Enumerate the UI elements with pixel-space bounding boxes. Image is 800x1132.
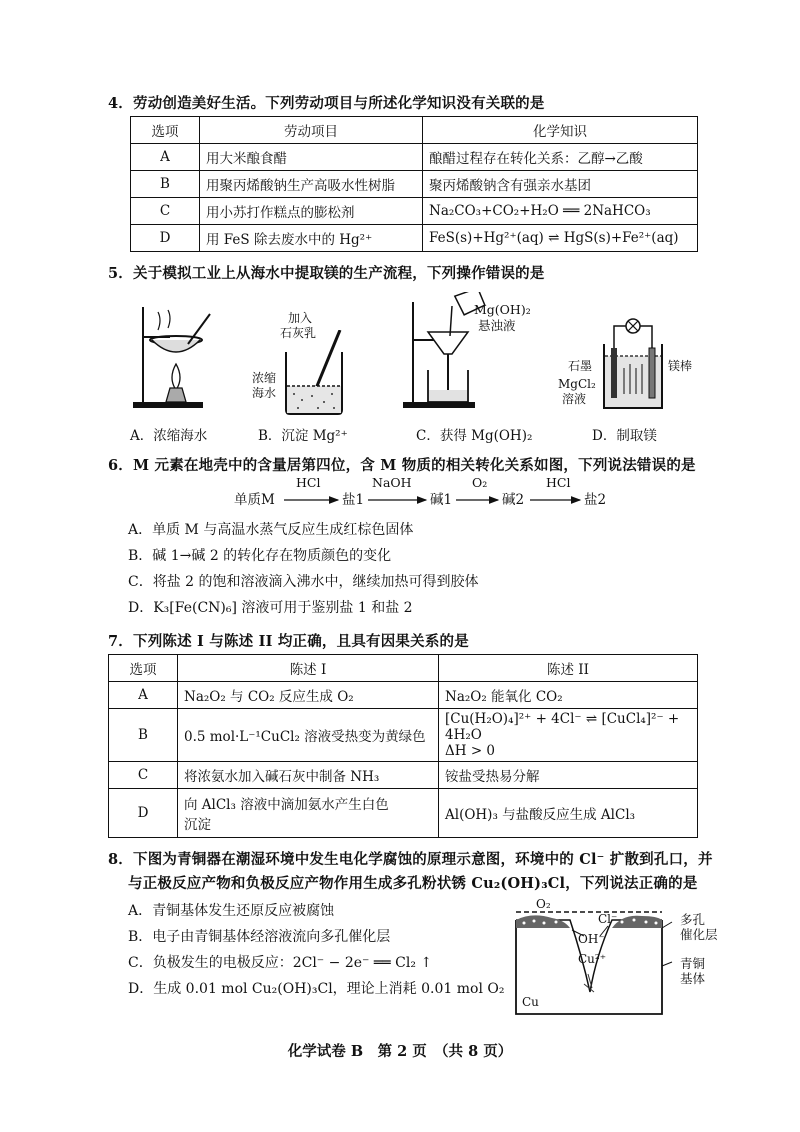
- label-cu2-ion: Cu²⁺: [578, 952, 607, 966]
- row-option: C: [109, 762, 178, 789]
- table-header-row: [109, 655, 698, 682]
- label-cu: Cu: [522, 995, 539, 1009]
- label-lime-milk: 石灰乳: [280, 326, 317, 340]
- row-option: A: [109, 682, 178, 709]
- chain-element-m: 单质M: [234, 492, 275, 508]
- row-statement2-cell: [439, 709, 698, 762]
- chain-salt2: 盐2: [584, 492, 607, 508]
- reagent-naoh: NaOH: [372, 475, 412, 490]
- row-statement1-line2: 沉淀: [184, 817, 211, 833]
- row-statement2: 铵盐受热易分解: [439, 762, 698, 789]
- q6-option-d: D．K₃[Fe(CN)₆] 溶液可用于鉴别盐 1 和盐 2: [128, 600, 413, 616]
- q6-option-c: C．将盐 2 的饱和溶液滴入沸水中，继续加热可得到胶体: [128, 574, 479, 590]
- chain-arrows: [234, 476, 624, 516]
- q4-stem: 4．劳动创造美好生活。下列劳动项目与所述化学知识没有关联的是: [108, 95, 545, 112]
- row-knowledge: Na₂CO₃+CO₂+H₂O ══ 2NaHCO₃: [423, 198, 698, 225]
- q4-table: [130, 116, 698, 252]
- table-row: [131, 171, 698, 198]
- label-substrate: 基体: [680, 971, 706, 986]
- row-option: C: [131, 198, 200, 225]
- label-add: 加入: [288, 311, 313, 325]
- reagent-o2: O₂: [472, 475, 488, 490]
- header-knowledge: 化学知识: [423, 117, 698, 144]
- row-option: D: [109, 789, 178, 838]
- caption-a: A．浓缩海水: [130, 428, 208, 444]
- q6-option-a: A．单质 M 与高温水蒸气反应生成红棕色固体: [128, 522, 414, 538]
- header-option: 选项: [109, 655, 178, 682]
- label-catalyst-layer: 催化层: [680, 927, 718, 942]
- row-statement1: 向 AlCl₃ 溶液中滴加氨水产生白色: [184, 797, 389, 813]
- row-option: B: [109, 709, 178, 762]
- label-bronze: 青铜: [680, 956, 706, 971]
- reagent-hcl-2: HCl: [546, 475, 571, 490]
- q6-stem: 6．M 元素在地壳中的含量居第四位，含 M 物质的相关转化关系如图，下列说法错误的是: [108, 457, 696, 474]
- q8-stem-line1: 8．下图为青铜器在潮湿环境中发生电化学腐蚀的原理示意图，环境中的 Cl⁻ 扩散到孔口，并: [108, 851, 713, 868]
- row-option: B: [131, 171, 200, 198]
- table-row: [109, 682, 698, 709]
- q8-stem-line2: 与正极反应产物和负极反应产物作用生成多孔粉状锈 Cu₂(OH)₃Cl，下列说法正确的是: [128, 875, 698, 892]
- row-statement2: [Cu(H₂O)₄]²⁺ + 4Cl⁻ ⇌ [CuCl₄]²⁻ + 4H₂O: [445, 711, 680, 743]
- label-concentrated: 浓缩: [252, 371, 277, 385]
- table-row: [109, 709, 698, 762]
- caption-b: B．沉淀 Mg²⁺: [258, 428, 348, 444]
- label-oh-ion: OH⁻: [578, 932, 605, 946]
- q8-option-d: D．生成 0.01 mol Cu₂(OH)₃Cl，理论上消耗 0.01 mol O₂: [128, 981, 505, 997]
- q6-option-b: B．碱 1→碱 2 的转化存在物质颜色的变化: [128, 548, 392, 564]
- q5-stem: 5．关于模拟工业上从海水中提取镁的生产流程，下列操作错误的是: [108, 265, 545, 282]
- q7-stem: 7．下列陈述 I 与陈述 II 均正确，且具有因果关系的是: [108, 633, 469, 650]
- apparatus-a-evaporation: [128, 292, 228, 417]
- row-knowledge: 聚丙烯酸钠含有强亲水基团: [423, 171, 698, 198]
- table-row: [131, 225, 698, 252]
- row-project: 用聚丙烯酸钠生产高吸水性树脂: [200, 171, 423, 198]
- row-statement2: Na₂O₂ 能氧化 CO₂: [439, 682, 698, 709]
- caption-c: C．获得 Mg(OH)₂: [416, 428, 533, 444]
- row-project: 用小苏打作糕点的膨松剂: [200, 198, 423, 225]
- row-statement1: 0.5 mol·L⁻¹CuCl₂ 溶液受热变为黄绿色: [178, 709, 439, 762]
- caption-d: D．制取镁: [592, 428, 657, 444]
- row-project: 用大米酿食醋: [200, 144, 423, 171]
- header-statement1: 陈述 I: [178, 655, 439, 682]
- table-row: [109, 762, 698, 789]
- chain-base1: 碱1: [430, 492, 453, 508]
- q7-table: [108, 654, 698, 838]
- label-o2: O₂: [536, 897, 551, 911]
- row-statement1-cell: [178, 789, 439, 838]
- table-row: [109, 789, 698, 838]
- table-row: [131, 144, 698, 171]
- header-statement2: 陈述 II: [439, 655, 698, 682]
- apparatus-d-electrolysis: [598, 316, 668, 416]
- label-mg-rod: 镁棒: [668, 359, 693, 373]
- row-option: A: [131, 144, 200, 171]
- label-suspension: 悬浊液: [478, 318, 516, 333]
- conversion-chain: [234, 476, 624, 516]
- row-statement1: 将浓氨水加入碱石灰中制备 NH₃: [178, 762, 439, 789]
- row-project: 用 FeS 除去废水中的 Hg²⁺: [200, 225, 423, 252]
- row-statement2-line2: ΔH > 0: [445, 743, 496, 759]
- row-knowledge: 酿醋过程存在转化关系：乙醇→乙酸: [423, 144, 698, 171]
- page-footer: 化学试卷 B 第 2 页 （共 8 页）: [287, 1043, 513, 1060]
- q8-option-b: B．电子由青铜基体经溶液流向多孔催化层: [128, 929, 391, 945]
- row-knowledge: FeS(s)+Hg²⁺(aq) ⇌ HgS(s)+Fe²⁺(aq): [423, 225, 698, 252]
- row-statement2: Al(OH)₃ 与盐酸反应生成 AlCl₃: [439, 789, 698, 838]
- q8-option-c: C．负极发生的电极反应：2Cl⁻ − 2e⁻ ══ Cl₂ ↑: [128, 955, 433, 971]
- label-solution: 溶液: [562, 392, 587, 406]
- chain-base2: 碱2: [502, 492, 525, 508]
- table-header-row: [131, 117, 698, 144]
- apparatus-b-beaker: [278, 330, 358, 418]
- reagent-hcl-1: HCl: [296, 475, 321, 490]
- label-mgoh2: Mg(OH)₂: [474, 302, 531, 317]
- row-statement1: Na₂O₂ 与 CO₂ 反应生成 O₂: [178, 682, 439, 709]
- label-porous: 多孔: [680, 912, 706, 927]
- chain-salt1: 盐1: [342, 492, 365, 508]
- label-cl-ion: Cl⁻: [598, 912, 618, 926]
- header-project: 劳动项目: [200, 117, 423, 144]
- table-row: [131, 198, 698, 225]
- label-seawater: 海水: [252, 386, 277, 400]
- row-option: D: [131, 225, 200, 252]
- label-mgcl2: MgCl₂: [558, 377, 596, 391]
- label-graphite: 石墨: [568, 359, 593, 373]
- q8-option-a: A．青铜基体发生还原反应被腐蚀: [128, 903, 335, 919]
- header-option: 选项: [131, 117, 200, 144]
